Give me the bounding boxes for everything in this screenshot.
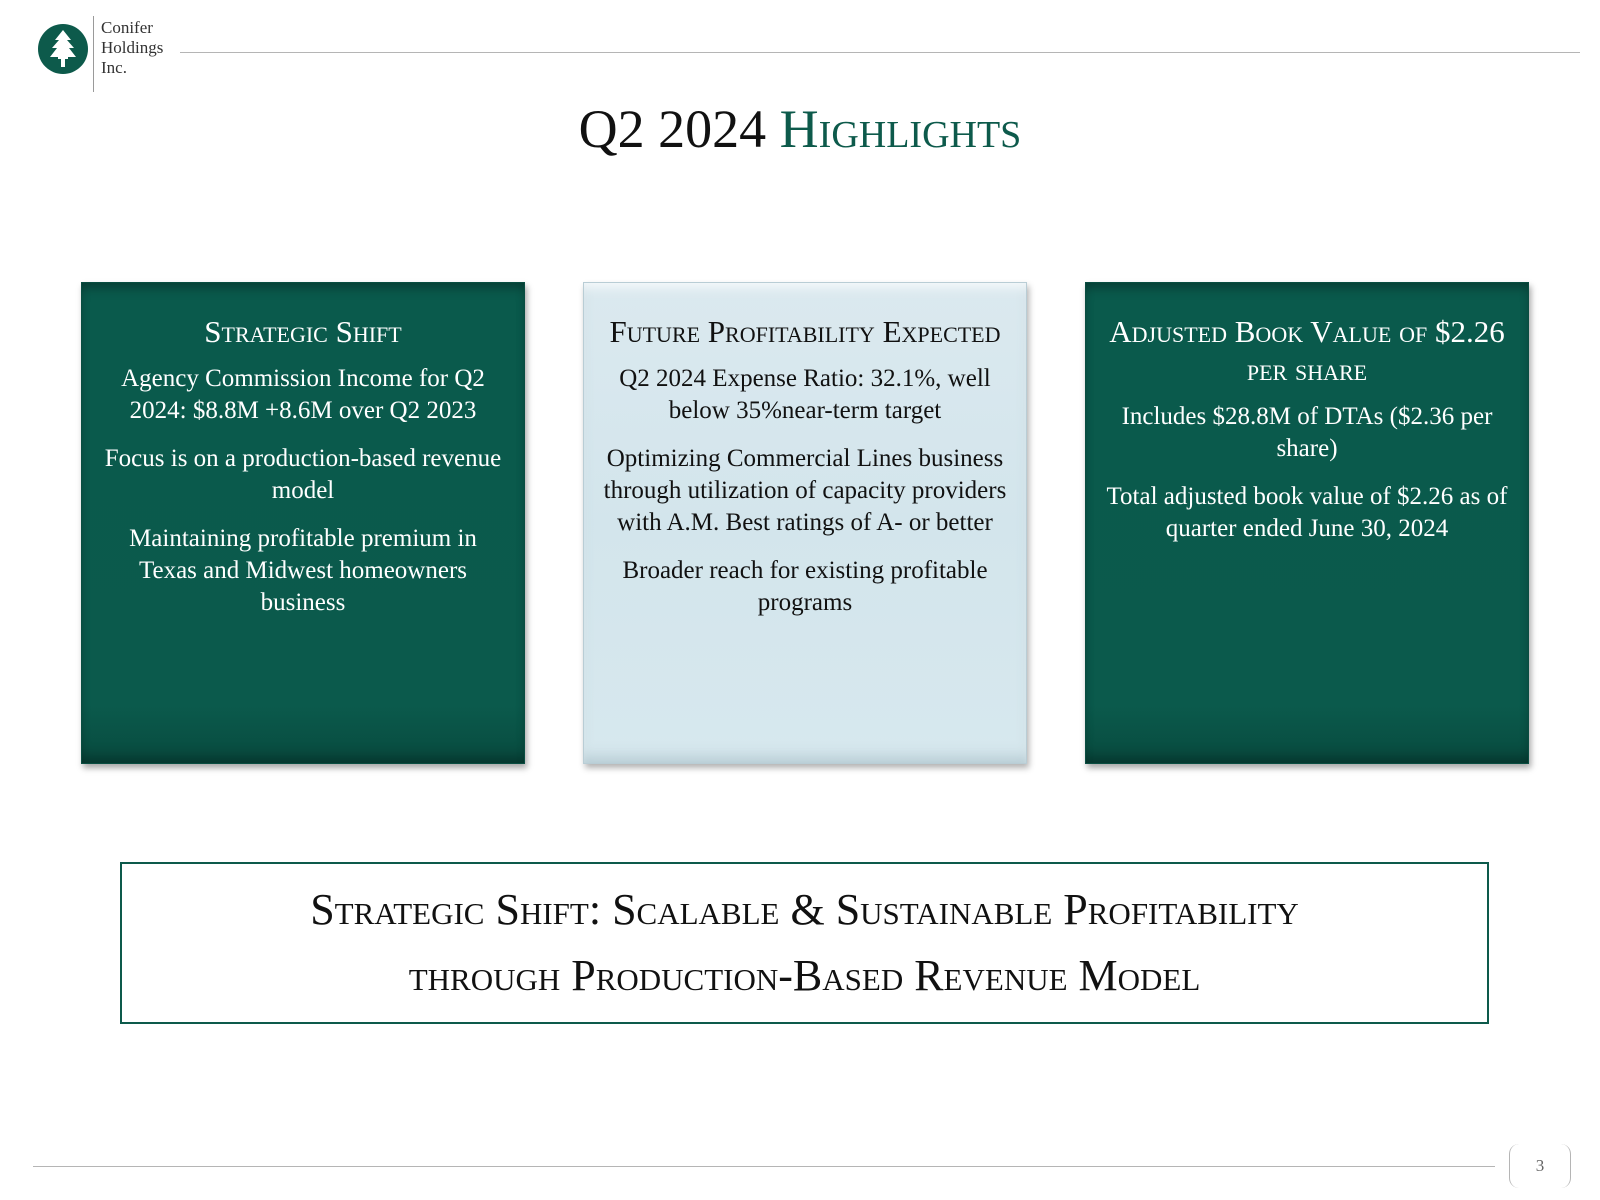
- card-strategic-shift: [81, 282, 525, 764]
- page-title: [0, 92, 1600, 166]
- card-heading: Adjusted Book Value of $2.26 per share: [1109, 314, 1505, 387]
- card-paragraph: Optimizing Commercial Lines business through utilization of capacity providers with A.M. Best ratings of A- or better: [603, 445, 1007, 536]
- banner-line-1: Strategic Shift: Scalable & Sustainable Profitability: [310, 885, 1299, 934]
- card-paragraph: Agency Commission Income for Q2 2024: $8.8M +8.6M over Q2 2023: [121, 365, 485, 424]
- card-paragraph: Q2 2024 Expense Ratio: 32.1%, well below 35%near-term target: [619, 365, 991, 424]
- company-logo: [36, 16, 186, 92]
- logo-divider: [93, 16, 94, 92]
- logo-line-1: Conifer: [101, 18, 153, 37]
- card-adjusted-book-value: [1085, 282, 1529, 764]
- logo-wordmark: [101, 18, 163, 78]
- footer-rule: [33, 1166, 1495, 1167]
- logo-line-2: Holdings: [101, 38, 164, 57]
- card-heading: Strategic Shift: [204, 314, 402, 349]
- title-period: Q2 2024: [578, 99, 767, 159]
- card-paragraph: Includes $28.8M of DTAs ($2.36 per share): [1121, 403, 1493, 462]
- card-paragraph: Broader reach for existing profitable programs: [622, 557, 988, 616]
- card-paragraph: Maintaining profitable premium in Texas and Midwest homeowners business: [129, 525, 477, 616]
- card-heading: Future Profitability Expected: [609, 314, 1001, 349]
- banner-text: [310, 877, 1299, 1009]
- card-paragraph: Total adjusted book value of $2.26 as of quarter ended June 30, 2024: [1106, 483, 1508, 542]
- header-rule: [180, 52, 1580, 53]
- title-highlights: Highlights: [779, 99, 1022, 159]
- pine-tree-icon: [38, 24, 88, 74]
- card-future-profitability: [583, 282, 1027, 764]
- page-number: 3: [1509, 1144, 1571, 1188]
- banner-line-2: through Production-Based Revenue Model: [408, 951, 1201, 1000]
- card-paragraph: Focus is on a production-based revenue model: [104, 445, 502, 504]
- strategy-banner: [120, 862, 1489, 1024]
- logo-line-3: Inc.: [101, 58, 127, 77]
